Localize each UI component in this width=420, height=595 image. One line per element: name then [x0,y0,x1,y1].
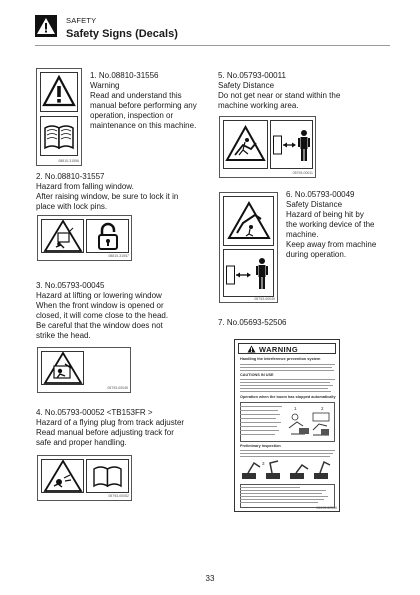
sign-line: machine. [286,230,319,239]
decal-code: 08810-31557 [108,254,129,258]
decal-code: 08810-31556 [58,159,79,163]
person-icon [255,257,269,291]
head-hazard-icon [43,352,83,384]
sign-number: 6. No.05793-00049 [286,190,355,199]
decal7-subhead: Operation when the boom has stopped automatically [240,395,336,399]
warning-triangle-icon [42,75,76,109]
page-title: Safety Signs (Decals) [66,28,178,40]
sign-7-text [218,318,287,328]
sign-5-text [218,71,340,111]
decal-code: 05793-00049 [254,297,275,301]
sign-line: strike the head. [36,331,91,340]
sign-line: Safety Distance [218,81,275,90]
text-line [240,493,322,494]
decal-2 [37,215,132,261]
sign-line: Hazard from falling window. [36,182,134,191]
decal-6 [219,192,278,303]
sign-line: After raising window, be sure to lock it in [36,192,179,201]
text-line [240,364,335,365]
sign-line: machine working area. [218,101,299,110]
decal-code: 05693-52506 [316,506,337,510]
sign-line: Read manual before adjusting track for [36,428,174,437]
sign-number: 4. No.05793-00052 <TB153FR > [36,408,153,417]
sign-number: 2. No.08810-31557 [36,172,105,181]
sign-line: manual before performing any [90,101,197,110]
text-line [240,453,333,454]
arrow-distance-icon [226,263,252,287]
arrow-distance-icon [273,133,297,157]
text-line [240,487,300,488]
text-line [240,391,331,392]
text-line [240,450,335,451]
text-line [240,434,275,435]
sign-line: Keep away from machine [286,240,377,249]
sign-line: When the front window is opened or [36,301,164,310]
manual-book-icon [92,464,123,488]
decal-4 [37,455,132,501]
decal-code: 05793-00011 [292,171,313,175]
manual-book-icon [43,122,75,150]
sign-line: during operation. [286,250,347,259]
decal7-heading: Handling the interference prevention system [240,357,321,361]
text-line [240,370,334,371]
text-line [240,430,279,431]
step-number: 3 [262,461,265,466]
step-number: 2 [321,406,324,411]
sign-line: place with lock pins. [36,202,108,211]
decal-1 [36,68,82,166]
text-line [240,456,330,457]
text-line [240,410,278,411]
text-line [240,502,318,503]
text-line [240,367,332,368]
decal7-subhead: Preliminary Inspection [240,444,281,448]
sign-line: closed, it will come close to the head. [36,311,169,320]
warning-triangle-icon [35,15,57,37]
crush-hazard-icon [225,125,266,163]
sign-line: safe and proper handling. [36,438,127,447]
text-line [240,379,335,380]
decal-7 [234,339,340,512]
text-line [240,496,328,497]
sign-line: Do not get near or stand within the [218,91,341,100]
sign-line: Be careful that the window does not [36,321,163,330]
text-line [240,406,282,407]
decal-3 [37,347,131,393]
text-line [240,385,333,386]
excavator-diagram [285,404,333,440]
flying-plug-icon [43,460,83,492]
sign-line: Read and understand this [90,91,182,100]
text-line [240,426,277,427]
sign-6-text [286,190,376,260]
decal7-subhead: CAUTIONS IN USE [240,373,274,377]
sign-line: operation, inspection or [90,111,174,120]
sign-line: the working device of the [286,220,375,229]
text-line [240,490,326,491]
warning-banner [238,343,336,354]
text-line [240,388,328,389]
sign-number: 1. No.08810-31556 [90,71,159,80]
decal-code: 05793-00045 [107,386,128,390]
text-line [240,499,324,500]
crush-hazard-icon [227,201,271,241]
falling-window-icon [43,220,83,252]
sign-3-text [36,281,168,341]
sign-1-text [90,71,197,131]
sign-line: Hazard of a flying plug from track adjuster [36,418,185,427]
padlock-icon [95,222,121,252]
sign-line: Hazard at lifting or lowering window [36,291,162,300]
sign-number: 3. No.05793-00045 [36,281,105,290]
page-number: 33 [205,574,215,583]
decal-5 [219,116,316,178]
section-label: SAFETY [66,16,97,25]
text-line [240,382,330,383]
person-icon [297,129,311,163]
sign-4-text [36,408,184,448]
sign-line: Safety Distance [286,200,343,209]
decal-code: 05793-00052 [108,494,129,498]
step-number: 1 [294,406,297,411]
text-line [240,414,280,415]
sign-number: 7. No.05693-52506 [218,318,287,327]
excavator-diagram [240,459,336,483]
sign-line: maintenance on this machine. [90,121,197,130]
header-divider [35,45,390,46]
text-line [240,418,276,419]
sign-line: Hazard of being hit by [286,210,364,219]
sign-number: 5. No.05793-00011 [218,71,286,80]
sign-line: Warning [90,81,120,90]
warning-label: WARNING [259,345,299,354]
sign-2-text [36,172,178,212]
text-line [240,422,281,423]
warning-triangle-icon [247,345,256,353]
